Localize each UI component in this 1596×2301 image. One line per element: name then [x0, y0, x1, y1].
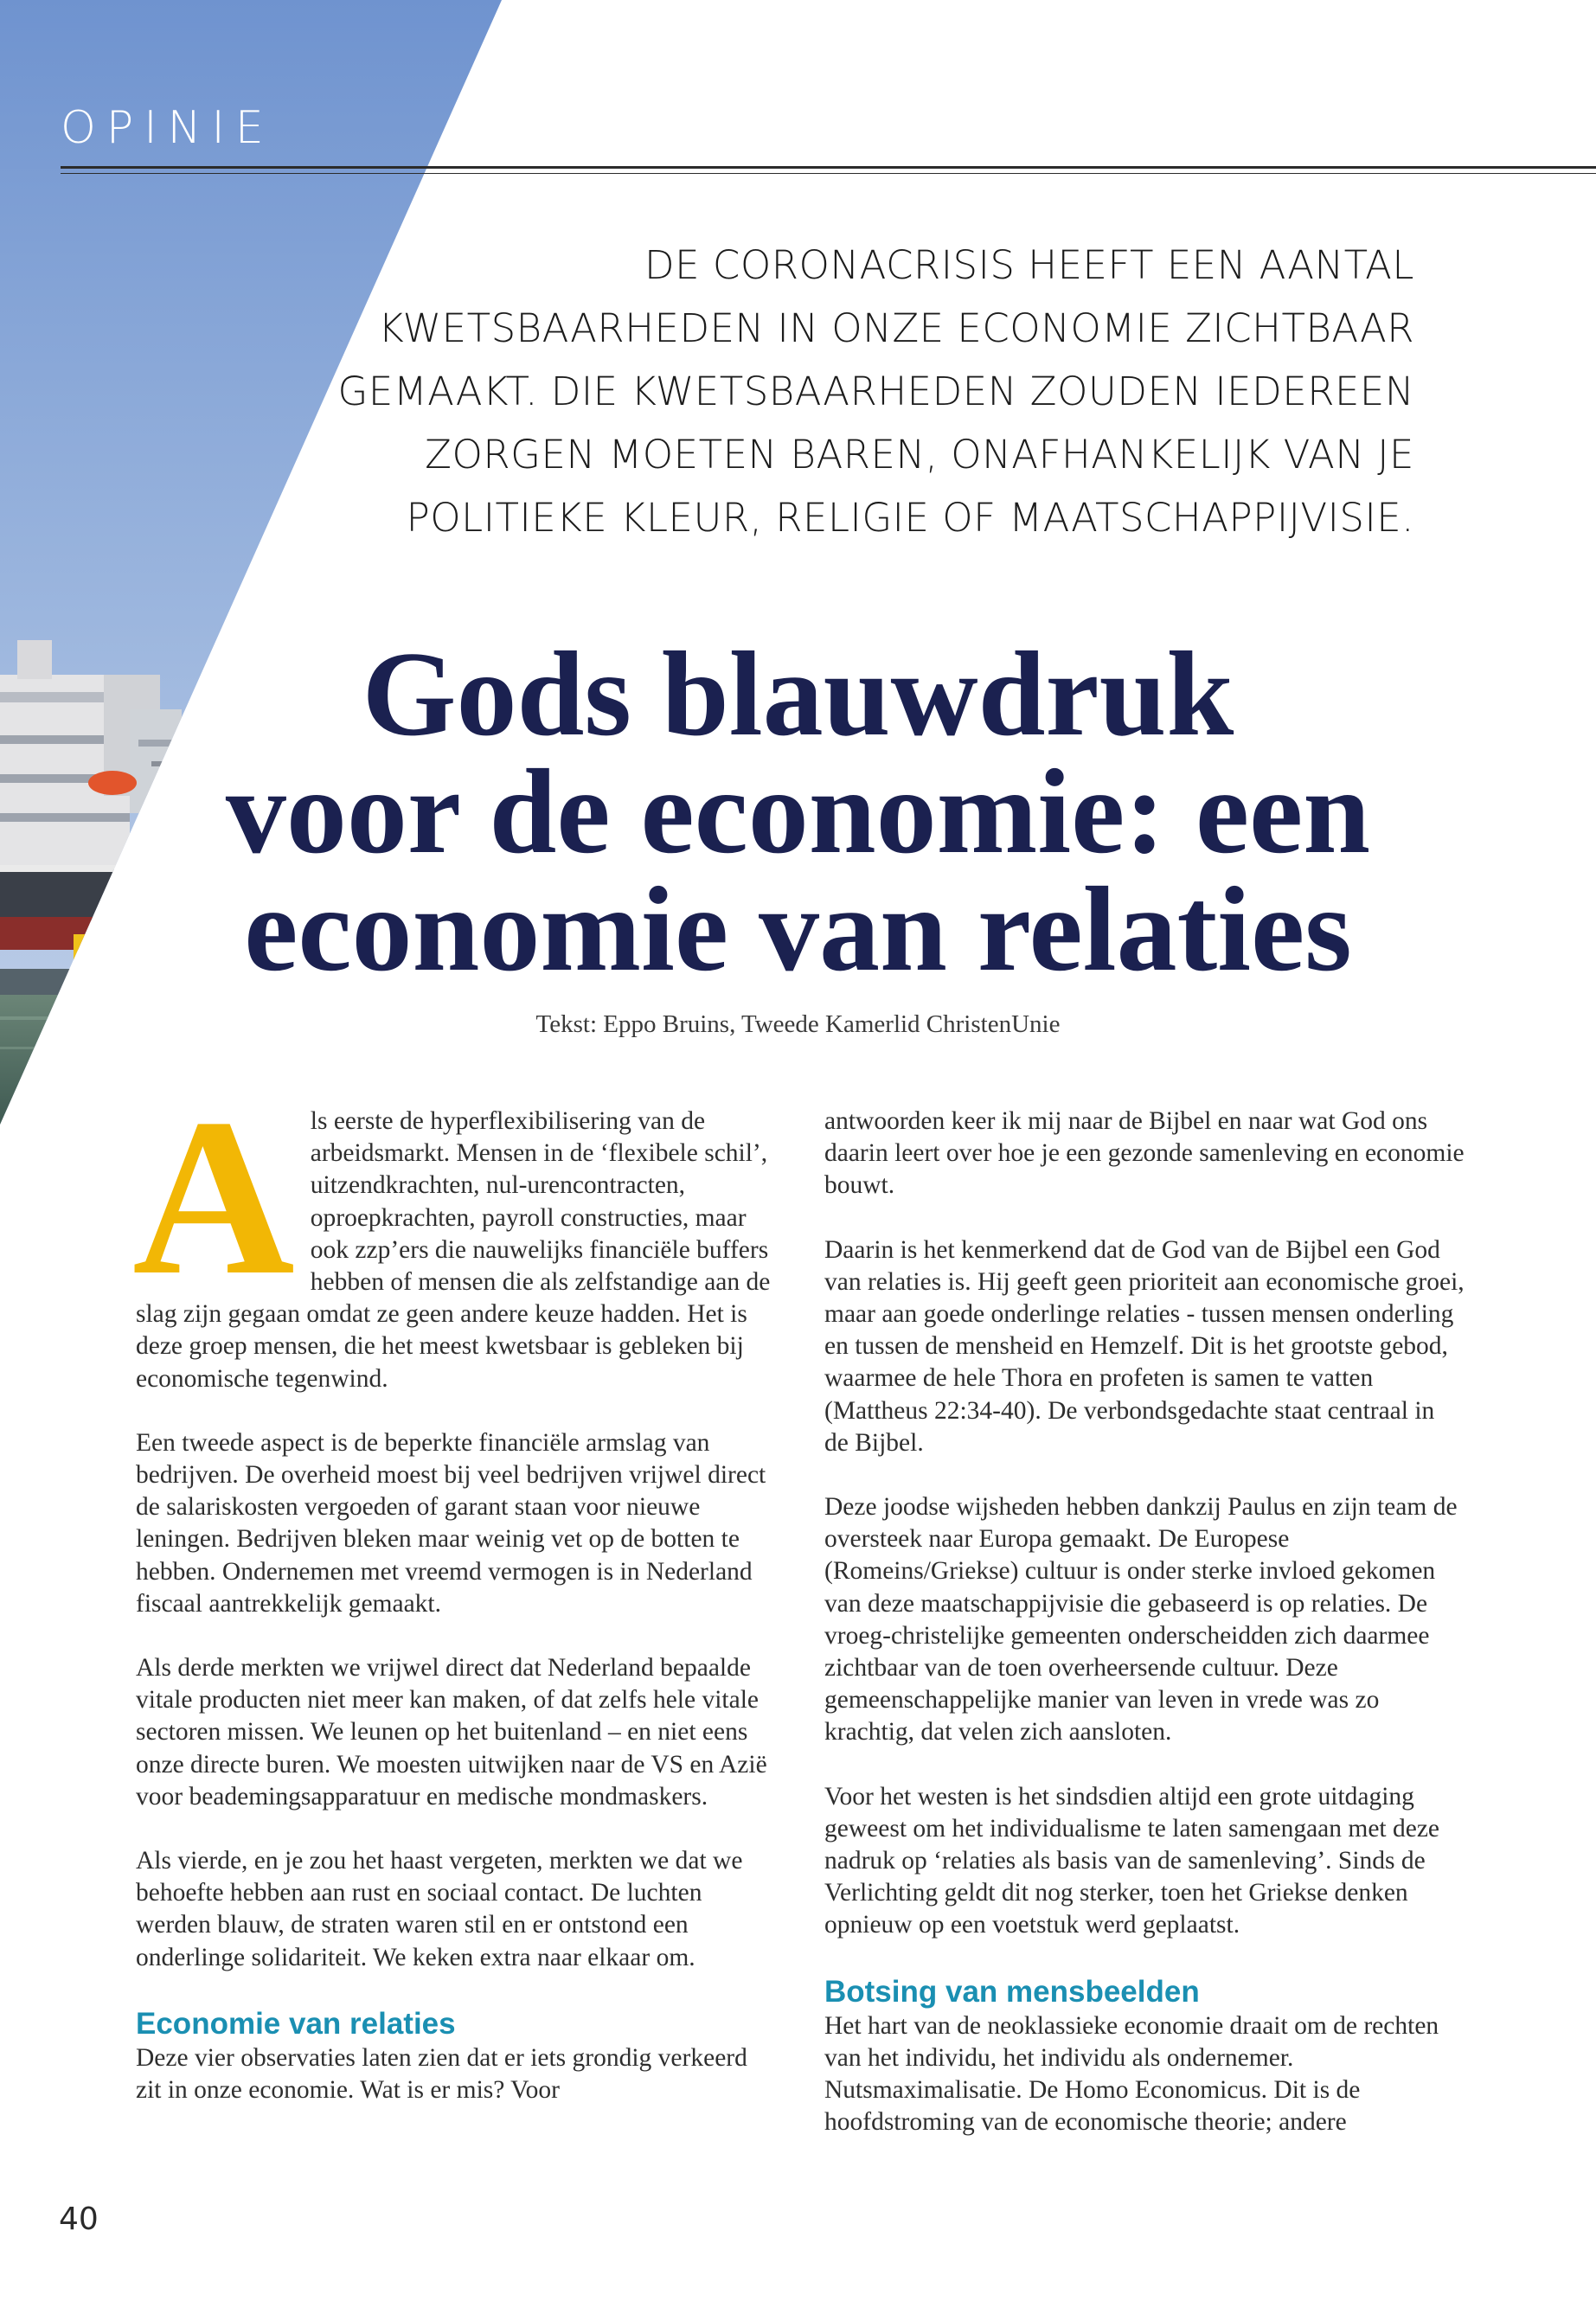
- drop-cap: A: [132, 1073, 295, 1322]
- intro-line: POLITIEKE KLEUR, RELIGIE OF MAATSCHAPPIJVISIE.: [406, 495, 1414, 541]
- paragraph: Deze vier observaties laten zien dat er iets grondig verkeerd zit in onze economie. Wat is er mis? Voor: [136, 2043, 747, 2105]
- paragraph: Deze joodse wijsheden hebben dankzij Paulus en zijn team de oversteek naar Europa gemaakt. De Europese (Romeins/Griekse) cultuur is onder sterke invloed gekomen van deze maatschappijvisie die gebaseerd is op relaties. De vroeg-christelijke gemeenten onderscheidden zich daarmee zichtbaar van de toen overheersende cultuur. Deze gemeenschappelijke manier van leven in vrede was zo krachtig, dat velen zich aansloten.: [824, 1493, 1458, 1747]
- title-line: Gods blauwdruk: [362, 627, 1234, 761]
- header-rule-thin: [61, 173, 1596, 174]
- intro-line: KWETSBAARHEDEN IN ONZE ECONOMIE ZICHTBAAR: [378, 305, 1414, 351]
- intro-line: ZORGEN MOETEN BAREN, ONAFHANKELIJK VAN JE: [425, 432, 1414, 478]
- paragraph: [132, 1073, 776, 1395]
- subheading: Economie van relaties: [136, 2006, 456, 2041]
- intro-line: DE CORONACRISIS HEEFT EEN AANTAL: [644, 242, 1414, 288]
- article-column-right: [824, 1106, 1465, 2138]
- page-number: 40: [59, 2202, 99, 2237]
- paragraph: Als vierde, en je zou het haast vergeten, merkten we dat we behoefte hebben aan rust en sociaal contact. De luchten werden blauw, de straten waren stil en er ontstond een onderlinge solidariteit. We keken extra naar elkaar om.: [136, 1847, 743, 1971]
- article-column-left: [132, 1073, 776, 2106]
- intro-line: GEMAAKT. DIE KWETSBAARHEDEN ZOUDEN IEDEREEN: [337, 369, 1414, 414]
- paragraph: Als derde merkten we vrijwel direct dat Nederland bepaalde vitale producten niet meer kan maken, of dat zelfs hele vitale sectoren missen. We leunen op het buitenland – en niet eens onze directe buren. We moesten uitwijken naar de VS en Azië voor beademingsapparatuur en medische mondmaskers.: [136, 1654, 767, 1811]
- paragraph: Daarin is het kenmerkend dat de God van de Bijbel een God van relaties is. Hij geeft geen prioriteit aan economische groei, maar aan goede onderlinge relaties - tussen mensen onderling en tussen de mensheid en Hemzelf. Dit is het grootste gebod, waarmee de hele Thora en profeten is samen te vatten (Mattheus 22:34-40). De verbondsgedachte staat centraal in de Bijbel.: [824, 1235, 1465, 1457]
- paragraph: antwoorden keer ik mij naar de Bijbel en naar wat God ons daarin leert over hoe je een gezonde samenleving en economie bouwt.: [824, 1107, 1465, 1200]
- article-title: [0, 627, 1596, 997]
- subheading: Botsing van mensbeelden: [824, 1974, 1200, 2009]
- section-label: OPINIE: [61, 102, 274, 154]
- header-rule: [61, 166, 1596, 169]
- intro-text: [290, 234, 1414, 549]
- paragraph: Het hart van de neoklassieke economie draait om de rechten van het individu, het individu als ondernemer. Nutsmaximalisatie. De Homo Economicus. Dit is de hoofdstroming van de economische theorie; andere: [824, 2011, 1439, 2137]
- paragraph-text: ls eerste de hyperflexibilisering van de arbeidsmarkt. Mensen in de ‘flexibele schil’, uitzendkrachten, nul-urencontracten, oproepkrachten, payroll constructies, maar ook zzp’ers die nauwelijks financiële buffers hebben of mensen die als zelfstandige aan de slag zijn gegaan omdat ze geen andere keuze hadden. Het is deze groep mensen, die het meest kwetsbaar is gebleken bij economische tegenwind.: [136, 1107, 771, 1393]
- title-line: voor de economie: een: [225, 745, 1371, 879]
- paragraph: Voor het westen is het sindsdien altijd een grote uitdaging geweest om het individualisme te laten samengaan met deze nadruk op ‘relaties als basis van de samenleving’. Sinds de Verlichting geldt dit nog sterker, toen het Griekse denken opnieuw op een voetstuk werd geplaatst.: [824, 1782, 1440, 1939]
- paragraph: Een tweede aspect is de beperkte financiële armslag van bedrijven. De overheid moest bij veel bedrijven vrijwel direct de salariskosten vergoeden of garant staan voor nieuwe leningen. Bedrijven bleken maar weinig vet op de botten te hebben. Ondernemen met vreemd vermogen is in Nederland fiscaal aantrekkelijk gemaakt.: [136, 1428, 766, 1618]
- byline: Tekst: Eppo Bruins, Tweede Kamerlid ChristenUnie: [535, 1010, 1061, 1038]
- title-line: economie van relaties: [244, 862, 1352, 997]
